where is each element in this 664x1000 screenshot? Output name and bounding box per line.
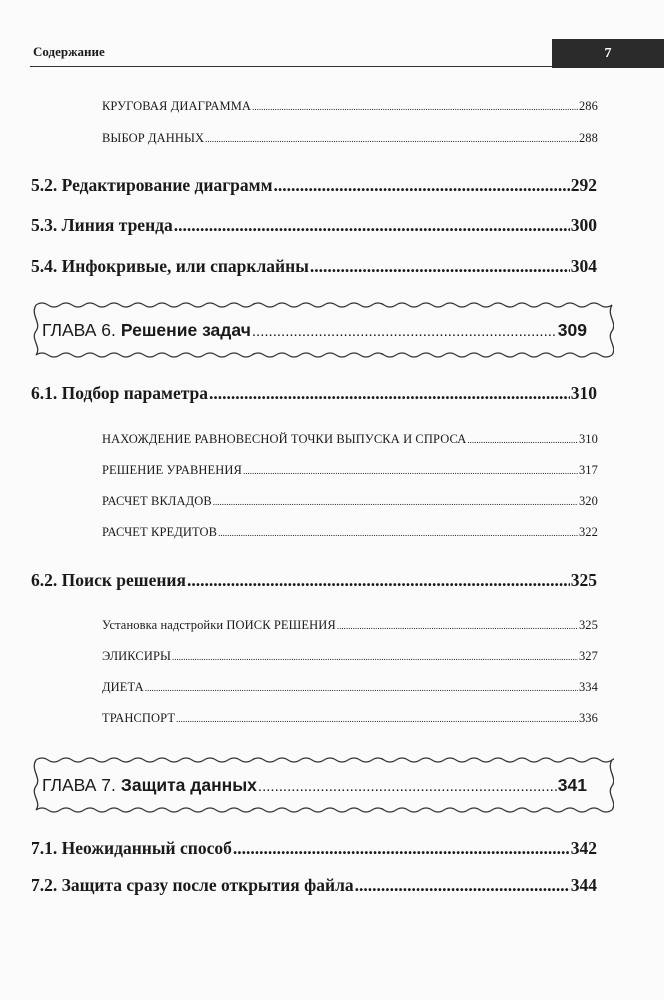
toc-entry-page: 334: [578, 680, 598, 694]
chapter-page: 341: [557, 775, 587, 795]
toc-entry-label: КРУГОВАЯ ДИАГРАММА: [102, 99, 252, 113]
toc-subentry[interactable]: [102, 131, 598, 146]
leader-dots: [243, 466, 578, 476]
toc-subentry[interactable]: [102, 525, 598, 540]
chapter-6-entry: [42, 320, 587, 341]
toc-section[interactable]: [31, 570, 597, 591]
toc-section[interactable]: [31, 875, 597, 896]
toc-section-page: 300: [570, 215, 597, 235]
leader-dots: [310, 256, 570, 277]
toc-section[interactable]: [31, 383, 597, 404]
toc-subentry[interactable]: [102, 711, 598, 726]
toc-subentry[interactable]: [102, 432, 598, 447]
leader-dots: [205, 134, 578, 144]
page-number-box: [552, 39, 664, 68]
leader-dots: [467, 435, 578, 445]
chapter-title: Решение задач: [120, 320, 251, 340]
toc-entry-label: РАСЧЕТ ВКЛАДОВ: [102, 494, 212, 508]
toc-entry-label: ТРАНСПОРТ: [102, 711, 176, 725]
leader-dots: [213, 497, 578, 507]
chapter-page: 309: [557, 320, 587, 340]
toc-section[interactable]: [31, 215, 597, 236]
toc-entry-page: 286: [578, 99, 598, 113]
toc-subentry[interactable]: [102, 618, 598, 633]
toc-section-label: 7.1. Неожиданный способ: [31, 838, 232, 858]
toc-section-page: 325: [570, 570, 597, 590]
toc-section-label: 7.2. Защита сразу после открытия файла: [31, 875, 354, 895]
toc-entry-label: РАСЧЕТ КРЕДИТОВ: [102, 525, 218, 539]
leader-dots: [172, 652, 578, 662]
toc-section-label: 5.2. Редактирование диаграмм: [31, 175, 273, 195]
leader-dots: [145, 683, 578, 693]
toc-entry-page: 325: [578, 618, 598, 632]
toc-entry-label: ДИЕТА: [102, 680, 144, 694]
leader-dots: [252, 102, 578, 112]
toc-section-page: 344: [570, 875, 597, 895]
leader-dots: [218, 528, 578, 538]
leader-dots: [176, 714, 578, 724]
toc-subentry[interactable]: [102, 99, 598, 114]
leader-dots: [187, 570, 570, 591]
toc-entry-page: 327: [578, 649, 598, 663]
toc-section-page: 304: [570, 256, 597, 276]
toc-subentry[interactable]: [102, 649, 598, 664]
page-number: 7: [604, 45, 612, 61]
leader-dots: [274, 175, 570, 196]
toc-section-label: 6.1. Подбор параметра: [31, 383, 209, 403]
toc-entry-label: ЭЛИКСИРЫ: [102, 649, 172, 663]
leader-dots: [209, 383, 570, 404]
chapter-6-frame[interactable]: [30, 300, 614, 360]
header-rule: [30, 66, 560, 67]
toc-entry-page: 336: [578, 711, 598, 725]
leader-dots: [233, 838, 570, 859]
toc-section-label: 6.2. Поиск решения: [31, 570, 186, 590]
toc-entry-page: 288: [578, 131, 598, 145]
toc-entry-label: ВЫБОР ДАННЫХ: [102, 131, 205, 145]
chapter-7-frame[interactable]: [30, 755, 614, 815]
toc-entry-label: Установка надстройки ПОИСК РЕШЕНИЯ: [102, 618, 336, 632]
leader-dots: [252, 323, 557, 340]
toc-section[interactable]: [31, 175, 597, 196]
toc-entry-label: РЕШЕНИЕ УРАВНЕНИЯ: [102, 463, 242, 477]
toc-section-label: 5.3. Линия тренда: [31, 215, 173, 235]
toc-section-page: 310: [570, 383, 597, 403]
toc-section-page: 292: [570, 175, 597, 195]
leader-dots: [355, 875, 570, 896]
running-header-title: Содержание: [33, 44, 105, 59]
toc-section[interactable]: [31, 838, 597, 859]
toc-subentry[interactable]: [102, 494, 598, 509]
chapter-title: Защита данных: [120, 775, 257, 795]
toc-entry-page: 310: [578, 432, 598, 446]
toc-section-label: 5.4. Инфокривые, или спарклайны: [31, 256, 309, 276]
toc-entry-label: НАХОЖДЕНИЕ РАВНОВЕСНОЙ ТОЧКИ ВЫПУСКА И СПРОСА: [102, 432, 467, 446]
leader-dots: [337, 621, 578, 631]
toc-entry-page: 317: [578, 463, 598, 477]
toc-section[interactable]: [31, 256, 597, 277]
toc-entry-page: 322: [578, 525, 598, 539]
toc-section-page: 342: [570, 838, 597, 858]
leader-dots: [258, 778, 557, 795]
leader-dots: [174, 215, 570, 236]
toc-entry-page: 320: [578, 494, 598, 508]
toc-subentry[interactable]: [102, 680, 598, 695]
chapter-7-entry: [42, 775, 587, 796]
chapter-number: ГЛАВА 6.: [42, 320, 116, 340]
chapter-number: ГЛАВА 7.: [42, 775, 116, 795]
toc-subentry[interactable]: [102, 463, 598, 478]
